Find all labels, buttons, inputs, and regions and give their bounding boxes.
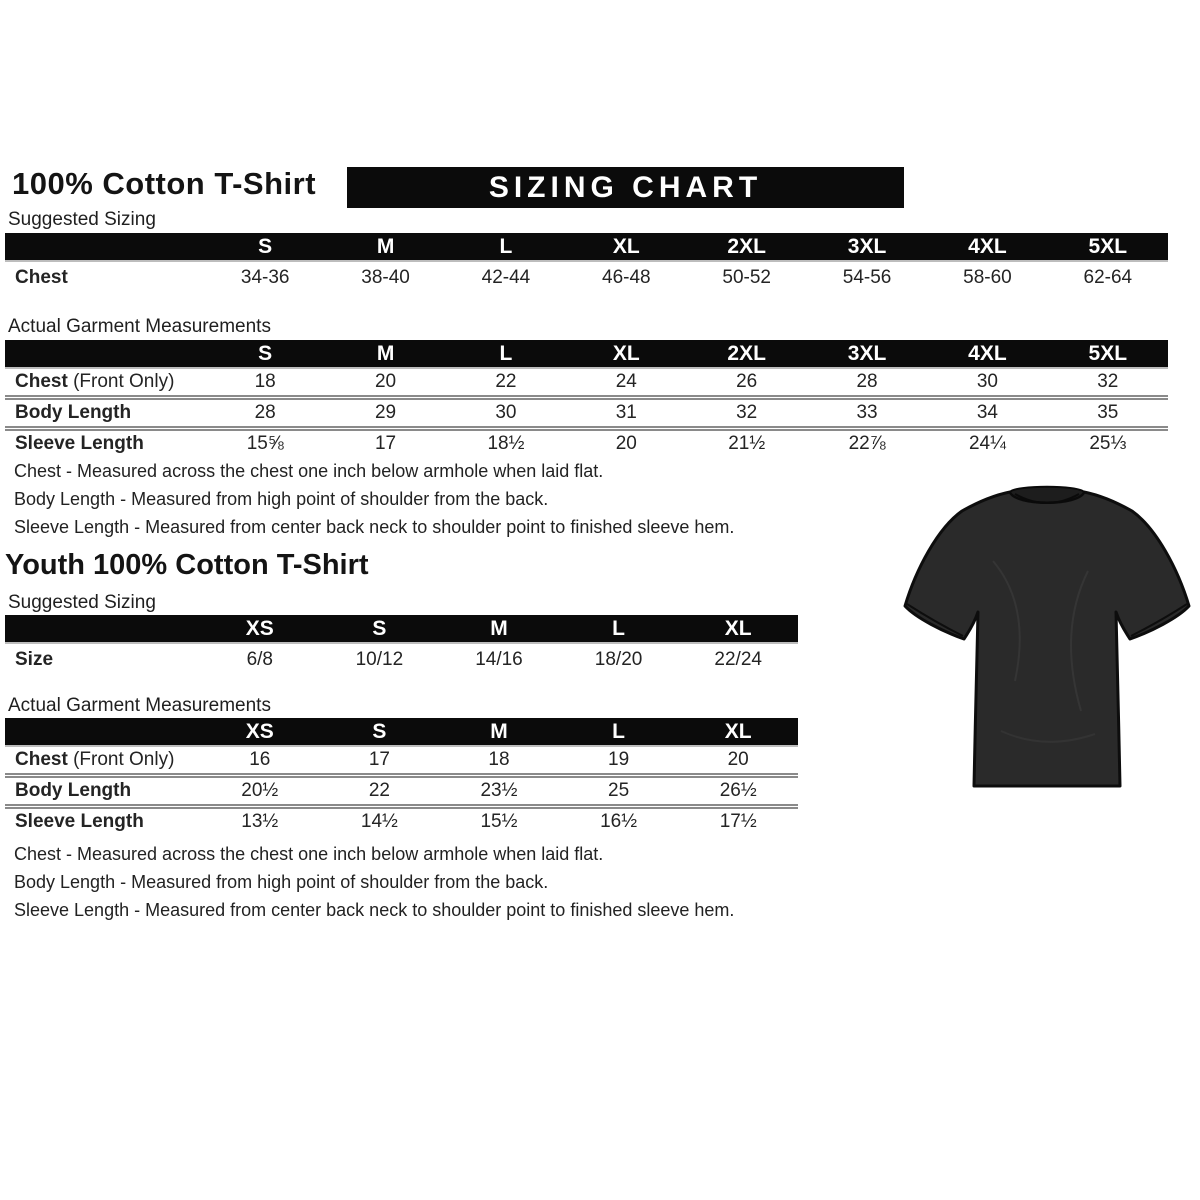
column-header: XS	[200, 615, 320, 643]
note-line: Sleeve Length - Measured from center back neck to shoulder point to finished sleeve hem.	[14, 517, 735, 537]
row-label	[5, 746, 200, 776]
table-cell: 29	[325, 398, 445, 429]
adult-suggested-sizing-table	[5, 233, 1168, 293]
table-cell: 23½	[439, 776, 559, 807]
table-cell: 42-44	[446, 261, 566, 293]
column-header: XL	[678, 615, 798, 643]
table-cell: 10/12	[320, 643, 440, 675]
table-cell: 28	[807, 368, 927, 398]
table-cell: 18½	[446, 429, 566, 458]
table-cell: 31	[566, 398, 686, 429]
table-row	[5, 368, 1168, 398]
table-cell: 20	[678, 746, 798, 776]
table-header-row	[5, 718, 798, 746]
table-cell: 58-60	[927, 261, 1047, 293]
column-header: 2XL	[687, 233, 807, 261]
row-label	[5, 643, 200, 675]
table-cell: 22	[446, 368, 566, 398]
table-cell: 28	[205, 398, 325, 429]
table-cell: 13½	[200, 807, 320, 836]
column-header: 4XL	[927, 340, 1047, 368]
table-cell: 6/8	[200, 643, 320, 675]
table-cell: 18	[205, 368, 325, 398]
row-label	[5, 429, 205, 458]
table-cell: 50-52	[687, 261, 807, 293]
table-cell: 17½	[678, 807, 798, 836]
table-cell: 22/24	[678, 643, 798, 675]
column-header: 2XL	[687, 340, 807, 368]
table-header-row	[5, 233, 1168, 261]
table-cell: 32	[687, 398, 807, 429]
column-header: L	[446, 340, 566, 368]
table-row	[5, 261, 1168, 293]
table-cell: 54-56	[807, 261, 927, 293]
column-header: 3XL	[807, 233, 927, 261]
column-header: 5XL	[1048, 340, 1168, 368]
black-tshirt-photo	[893, 476, 1198, 816]
table-cell: 16	[200, 746, 320, 776]
row-label-suffix: (Front Only)	[67, 371, 175, 392]
table-cell: 21½	[687, 429, 807, 458]
table-cell: 25	[559, 776, 679, 807]
youth-suggested-sizing-table	[5, 615, 798, 675]
table-corner-cell	[5, 233, 205, 261]
column-header: 3XL	[807, 340, 927, 368]
row-label	[5, 776, 200, 807]
column-header: M	[325, 340, 445, 368]
column-header: XL	[566, 340, 686, 368]
table-cell: 15½	[439, 807, 559, 836]
table-cell: 15⅝	[205, 429, 325, 458]
row-label	[5, 368, 205, 398]
table-cell: 34	[927, 398, 1047, 429]
row-label-text: Chest	[15, 371, 68, 392]
column-header: 5XL	[1048, 233, 1168, 261]
note-line: Chest - Measured across the chest one inch below armhole when laid flat.	[14, 461, 604, 481]
table-cell: 24¼	[927, 429, 1047, 458]
adult-suggested-sizing-label: Suggested Sizing	[8, 209, 156, 230]
table-cell: 33	[807, 398, 927, 429]
youth-actual-measurements-label: Actual Garment Measurements	[8, 695, 271, 716]
table-row	[5, 398, 1168, 429]
row-label-text: Sleeve Length	[15, 811, 144, 832]
youth-suggested-sizing-label: Suggested Sizing	[8, 592, 156, 613]
table-cell: 26	[687, 368, 807, 398]
adult-measurement-notes	[14, 462, 734, 546]
table-header-row	[5, 615, 798, 643]
table-cell: 18	[439, 746, 559, 776]
sizing-chart-banner: SIZING CHART	[347, 167, 904, 208]
note-line: Body Length - Measured from high point of shoulder from the back.	[14, 489, 549, 509]
row-label	[5, 261, 205, 293]
column-header: L	[446, 233, 566, 261]
table-cell: 18/20	[559, 643, 679, 675]
column-header: L	[559, 615, 679, 643]
table-cell: 26½	[678, 776, 798, 807]
table-cell: 35	[1048, 398, 1168, 429]
column-header: L	[559, 718, 679, 746]
table-cell: 38-40	[325, 261, 445, 293]
column-header: S	[205, 340, 325, 368]
youth-section-title: Youth 100% Cotton T-Shirt	[5, 549, 369, 581]
adult-actual-measurements-label: Actual Garment Measurements	[8, 316, 271, 337]
table-cell: 14½	[320, 807, 440, 836]
table-cell: 20½	[200, 776, 320, 807]
adult-actual-measurements-table	[5, 340, 1168, 457]
table-cell: 46-48	[566, 261, 686, 293]
note-line: Body Length - Measured from high point of shoulder from the back.	[14, 872, 549, 892]
table-cell: 22⅞	[807, 429, 927, 458]
table-cell: 17	[320, 746, 440, 776]
column-header: XS	[200, 718, 320, 746]
table-cell: 19	[559, 746, 679, 776]
row-label-text: Body Length	[15, 402, 132, 423]
table-cell: 30	[446, 398, 566, 429]
column-header: S	[320, 718, 440, 746]
youth-actual-measurements-table	[5, 718, 798, 835]
table-cell: 14/16	[439, 643, 559, 675]
note-line: Chest - Measured across the chest one inch below armhole when laid flat.	[14, 844, 604, 864]
column-header: XL	[678, 718, 798, 746]
row-label-text: Body Length	[15, 780, 132, 801]
table-header-row	[5, 340, 1168, 368]
youth-measurement-notes	[14, 845, 734, 929]
row-label-suffix: (Front Only)	[67, 749, 175, 770]
column-header: M	[439, 718, 559, 746]
column-header: XL	[566, 233, 686, 261]
page-title: 100% Cotton T-Shirt	[12, 166, 317, 201]
table-corner-cell	[5, 718, 200, 746]
row-label-text: Chest	[15, 266, 68, 288]
row-label-text: Chest	[15, 749, 68, 770]
table-cell: 20	[566, 429, 686, 458]
table-row	[5, 807, 798, 836]
row-label	[5, 807, 200, 836]
table-cell: 16½	[559, 807, 679, 836]
table-cell: 24	[566, 368, 686, 398]
table-corner-cell	[5, 615, 200, 643]
table-cell: 25⅓	[1048, 429, 1168, 458]
table-row	[5, 776, 798, 807]
row-label	[5, 398, 205, 429]
table-cell: 22	[320, 776, 440, 807]
table-row	[5, 429, 1168, 458]
table-cell: 20	[325, 368, 445, 398]
table-cell: 30	[927, 368, 1047, 398]
table-cell: 17	[325, 429, 445, 458]
table-corner-cell	[5, 340, 205, 368]
table-row	[5, 746, 798, 776]
table-row	[5, 643, 798, 675]
table-cell: 32	[1048, 368, 1168, 398]
note-line: Sleeve Length - Measured from center back neck to shoulder point to finished sleeve hem.	[14, 900, 735, 920]
column-header: M	[325, 233, 445, 261]
table-cell: 62-64	[1048, 261, 1168, 293]
column-header: M	[439, 615, 559, 643]
row-label-text: Size	[15, 648, 54, 670]
column-header: 4XL	[927, 233, 1047, 261]
table-cell: 34-36	[205, 261, 325, 293]
row-label-text: Sleeve Length	[15, 433, 144, 454]
column-header: S	[205, 233, 325, 261]
column-header: S	[320, 615, 440, 643]
